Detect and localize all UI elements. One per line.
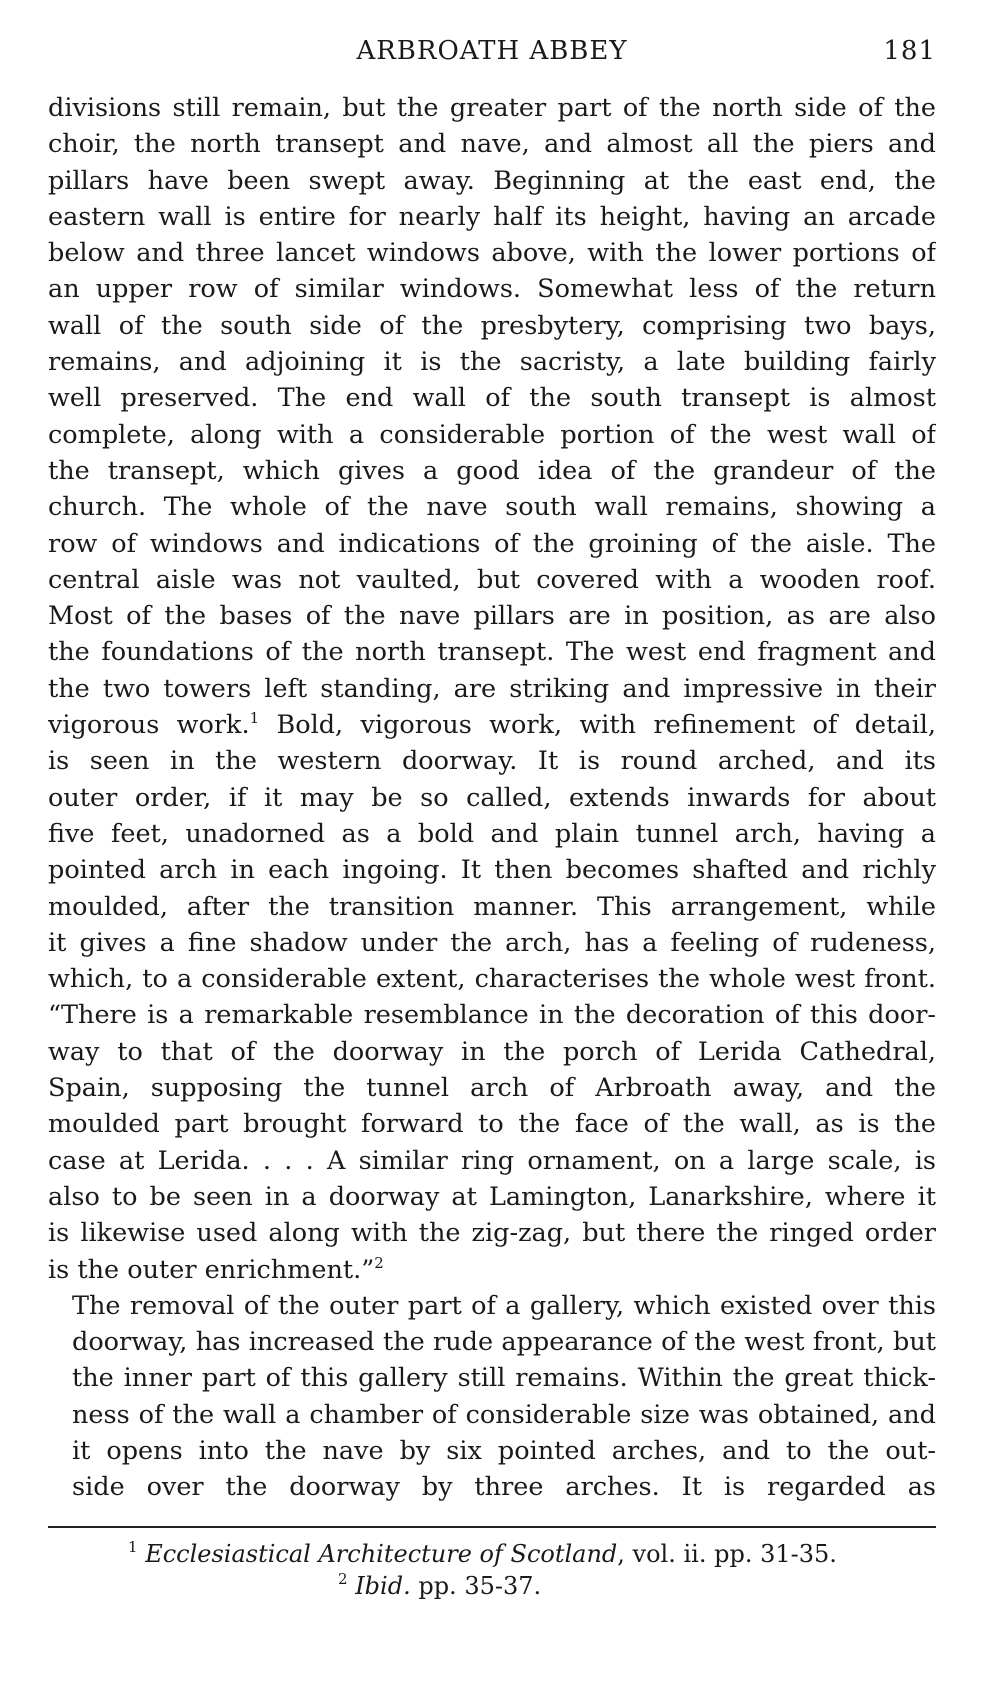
text-line: way to that of the doorway in the porch of Lerida Cathedral, (48, 1036, 936, 1067)
text-line: the inner part of this gallery still remains. Within the great thick- (72, 1363, 936, 1394)
text-fragment: vigorous work. (48, 710, 250, 741)
paragraph (48, 90, 936, 1288)
text-line: The removal of the outer part of a gallery, which existed over this (72, 1290, 936, 1321)
text-line: it gives a fine shadow under the arch, has a feeling of rudeness, (48, 927, 936, 958)
text-line (48, 707, 936, 743)
text-fragment: Bold, vigorous work, with refinement of detail, (259, 710, 936, 741)
page-number: 181 (883, 36, 936, 66)
footnotes (48, 1538, 936, 1602)
text-line: which, to a considerable extent, characterises the whole west front. (48, 964, 936, 995)
text-line: below and three lancet windows above, with the lower portions of (48, 238, 936, 269)
text-line: ness of the wall a chamber of considerable size was obtained, and (72, 1399, 936, 1430)
text-line: well preserved. The end wall of the south transept is almost (48, 383, 936, 414)
text-line: pillars have been swept away. Beginning at the east end, the (48, 165, 936, 196)
text-line: Spain, supposing the tunnel arch of Arbroath away, and the (48, 1073, 936, 1104)
text-line: the foundations of the north transept. The west end fragment and (48, 637, 936, 668)
text-line: pointed arch in each ingoing. It then becomes shafted and richly (48, 855, 936, 886)
text-line: the transept, which gives a good idea of the grandeur of the (48, 455, 936, 486)
text-line: remains, and adjoining it is the sacristy, a late building fairly (48, 347, 936, 378)
text-line: doorway, has increased the rude appearance of the west front, but (72, 1327, 936, 1358)
text-line: row of windows and indications of the groining of the aisle. The (48, 528, 936, 559)
text-line: side over the doorway by three arches. It is regarded as (72, 1472, 936, 1503)
body-text (48, 90, 936, 1506)
text-line: choir, the north transept and nave, and almost all the piers and (48, 129, 936, 160)
text-line: is likewise used along with the zig-zag, but there the ringed order (48, 1218, 936, 1249)
paragraph (48, 1288, 936, 1506)
text-line: divisions still remain, but the greater part of the north side of the (48, 93, 936, 123)
running-head (48, 36, 936, 76)
text-line: is seen in the western doorway. It is round arched, and its (48, 746, 936, 777)
text-line: Most of the bases of the nave pillars are in position, as are also (48, 601, 936, 632)
text-line: case at Lerida. . . . A similar ring ornament, on a large scale, is (48, 1145, 936, 1176)
footnote-2 (338, 1570, 936, 1602)
footnote-reference: 2 (374, 1253, 384, 1272)
text-line: wall of the south side of the presbytery, comprising two bays, (48, 310, 936, 341)
text-line: complete, along with a considerable portion of the west wall of (48, 419, 936, 450)
running-title: ARBROATH ABBEY (356, 36, 628, 66)
footnote-citation: pp. 35-37. (410, 1571, 542, 1600)
text-line: the two towers left standing, are striking and impressive in their (48, 673, 936, 704)
text-line (48, 1252, 936, 1288)
text-fragment: is the outer enrichment.” (48, 1254, 375, 1285)
footnote-source-title: Ibid. (355, 1571, 411, 1600)
text-line: central aisle was not vaulted, but covered with a wooden roof. (48, 564, 936, 595)
footnote-1 (108, 1538, 936, 1570)
text-line: five feet, unadorned as a bold and plain tunnel arch, having a (48, 818, 936, 849)
footnote-source-title: Ecclesiastical Architecture of Scotland (145, 1539, 618, 1568)
text-line: “There is a remarkable resemblance in the decoration of this door- (48, 1000, 936, 1031)
text-line: also to be seen in a doorway at Lamington, Lanarkshire, where it (48, 1181, 936, 1212)
footnote-citation: , vol. ii. pp. 31-35. (617, 1539, 837, 1568)
footnote-reference: 1 (249, 709, 260, 728)
text-line: outer order, if it may be so called, extends inwards for about (48, 782, 936, 813)
text-line: eastern wall is entire for nearly half its height, having an arcade (48, 201, 936, 232)
book-page (48, 36, 936, 1602)
footnote-rule (48, 1526, 936, 1528)
text-line: it opens into the nave by six pointed arches, and to the out- (72, 1435, 936, 1466)
text-line: moulded part brought forward to the face of the wall, as is the (48, 1109, 936, 1140)
text-line: an upper row of similar windows. Somewhat less of the return (48, 274, 936, 305)
text-line: moulded, after the transition manner. This arrangement, while (48, 891, 936, 922)
text-line: church. The whole of the nave south wall remains, showing a (48, 492, 936, 523)
footnote-marker: 2 (338, 1569, 348, 1588)
footnote-marker: 1 (128, 1537, 138, 1556)
